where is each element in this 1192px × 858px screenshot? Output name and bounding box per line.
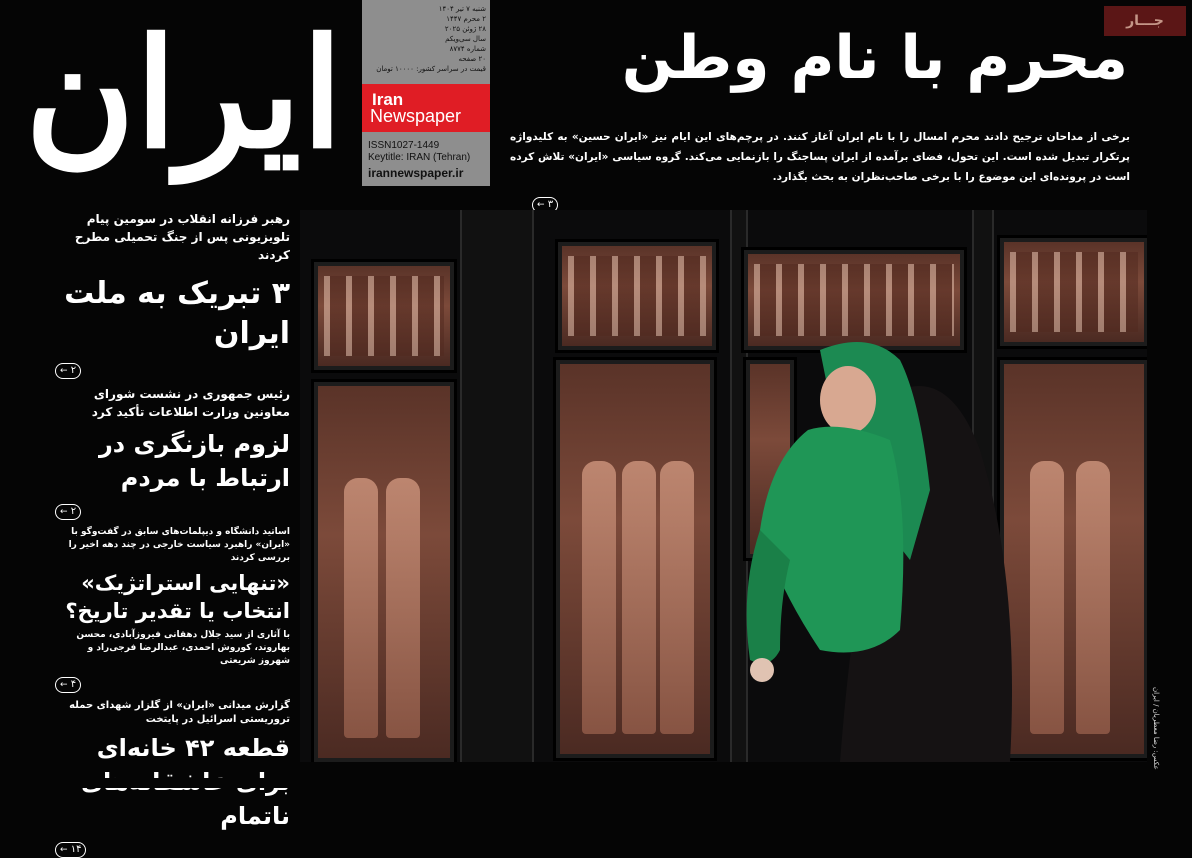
page-number: ۳ [547, 199, 554, 210]
issue-year: سال سی‌ویکم [445, 35, 486, 43]
story-title[interactable]: «تنهایی استراتژیک» انتخاب یا تقدیر تاریخ؟ [65, 571, 290, 623]
story-title[interactable]: ۳ تبریک به ملت ایران [64, 276, 290, 351]
issue-info-box [362, 0, 490, 186]
issn-block [368, 140, 470, 164]
issue-pages: ۲۰ صفحه [458, 55, 486, 63]
sidebar-stories [55, 210, 290, 855]
story-kicker: رئیس جمهوری در نشست شورای معاونین وزارت اطلاعات تأکید کرد [91, 387, 290, 419]
story-2[interactable] [55, 385, 290, 520]
cover-photo [300, 210, 1147, 762]
keytitle: Keytitle: IRAN (Tehran) [368, 152, 471, 163]
headline-lead: برخی از مداحان ترجیح دادند محرم امسال را با نام ایران آغاز کنند. در پرچم‌های این ایام نیز «ایران حسین» به کلیدواژه پرتکرار تبدیل شده است. این تحول، فضای برآمده از ایران پساجنگ را بازنمایی می‌کند. گروه سیاسی «ایران» تلاش کرده است در پرونده‌ای این موضوع را با برخی صاحب‌نظران به بحث بگذارد. [510, 131, 1130, 183]
issn: ISSN1027-1449 [368, 140, 440, 151]
relief-panel-tall [556, 360, 714, 758]
page-number: ۱۴ [70, 844, 82, 855]
relief-panel-tall [314, 382, 454, 762]
arrow-left-icon: ← [60, 366, 68, 376]
issue-price: قیمت در سراسر کشور: ۱۰۰۰۰ تومان [376, 65, 486, 73]
story-page-badge[interactable] [55, 363, 81, 379]
relief-panel [314, 262, 454, 370]
story-kicker: گزارش میدانی «ایران» از گلزار شهدای حمله تروریستی اسرائیل در پایتخت [69, 700, 290, 725]
story-kicker: رهبر فرزانه انقلاب در سومین پیام تلویزیونی پس از جنگ تحمیلی مطرح کردند [74, 212, 290, 262]
arrow-left-icon: ← [60, 507, 68, 517]
brand-line-2: Newspaper [370, 106, 462, 126]
issue-date: شنبه ۷ تیر ۱۴۰۴ [438, 5, 486, 13]
story-page-badge[interactable] [55, 504, 81, 520]
issue-hijri-date: ۲ محرم ۱۴۴۷ [446, 15, 486, 23]
issue-number: شماره ۸۷۷۴ [449, 45, 486, 53]
photo-credit: عکس: رضا معطریان / ایران [1152, 687, 1160, 770]
story-title[interactable]: قطعه ۴۲ خانه‌ای ناتمام [96, 734, 290, 830]
arrow-left-icon: ← [60, 845, 68, 855]
brand-block [362, 84, 490, 132]
main-headline[interactable]: محرم با نام وطن [621, 23, 1128, 93]
watermark-logo: جـــار [1104, 6, 1186, 36]
newspaper-logo: ایران [24, 6, 343, 182]
page-number: ۲ [70, 506, 77, 517]
page-number: ۴ [70, 679, 77, 690]
story-page-badge[interactable] [55, 842, 86, 858]
story-title[interactable]: لزوم بازنگری در ارتباط با مردم [98, 430, 290, 492]
child-with-mother-figure [700, 330, 1030, 762]
page-bottom-edge [0, 778, 1192, 788]
page-number: ۲ [70, 365, 77, 376]
wooden-pillar [460, 210, 534, 762]
website-link[interactable]: irannewspaper.ir [368, 166, 464, 180]
brand-line-1: Iran [372, 90, 404, 109]
arrow-left-icon: ← [537, 200, 545, 210]
relief-panel [558, 242, 716, 350]
story-kicker: اساتید دانشگاه و دیپلمات‌های سابق در گفت‌وگو با «ایران» راهبرد سیاست خارجی در چند دهه اخیر را بررسی کردند [68, 527, 290, 563]
story-byline: با آثاری از سید جلال دهقانی فیروزآبادی، محسن بهاروند، کوروش احمدی، عبدالرضا فرجی‌راد و شهروز شریعتی [76, 630, 290, 666]
story-3[interactable] [55, 526, 290, 693]
story-page-badge[interactable] [55, 677, 81, 693]
arrow-left-icon: ← [60, 680, 68, 690]
issue-info-lines [364, 4, 486, 74]
issue-gregorian-date: ۲۸ ژوئن ۲۰۲۵ [444, 25, 486, 33]
story-1[interactable] [55, 210, 290, 379]
